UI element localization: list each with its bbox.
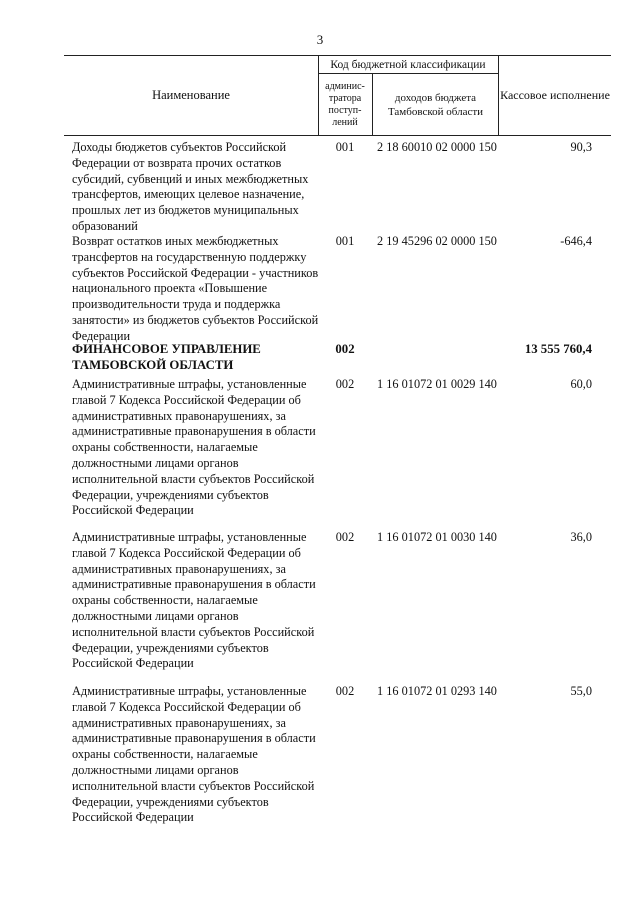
row-name: Возврат остатков иных межбюджетных трансфертов на государственную поддержку субъектов Российской Федерации - участников национального проекта «Повышение производительности труда и поддержка занятости» из бюджетов субъектов Российской Федерации [72, 234, 319, 343]
row-amount: 60,0 [570, 377, 592, 391]
header-code-group: Код бюджетной классификации [330, 58, 486, 71]
row-name: Доходы бюджетов субъектов Российской Федерации от возврата прочих остатков субсидий, субвенций и иных межбюджетных трансфертов, имеющих целевое назначение, прошлых лет из бюджетов муниципальных образований [72, 140, 309, 233]
page-number: 3 [316, 32, 324, 47]
row-code: 1 16 01072 01 0029 140 [377, 377, 497, 391]
row-amount: 55,0 [570, 684, 592, 698]
row-name: ФИНАНСОВОЕ УПРАВЛЕНИЕ ТАМБОВСКОЙ ОБЛАСТИ [72, 342, 261, 372]
row-amount: -646,4 [560, 234, 592, 248]
row-code: 2 19 45296 02 0000 150 [377, 234, 497, 248]
header-income: доходов бюджета Тамбовской области [387, 91, 484, 118]
row-amount: 36,0 [570, 530, 592, 544]
row-admin: 002 [335, 377, 355, 391]
row-amount: 90,3 [570, 140, 592, 154]
row-admin: 002 [335, 342, 355, 356]
table-header [64, 55, 611, 136]
row-admin: 002 [335, 684, 355, 698]
row-admin: 001 [335, 234, 355, 248]
row-code: 1 16 01072 01 0293 140 [377, 684, 497, 698]
row-admin: 001 [335, 140, 355, 154]
row-name: Административные штрафы, установленные главой 7 Кодекса Российской Федерации об административных правонарушениях, за административные правонарушения в области охраны собственности, налагаемые должностными лицами органов исполнительной власти субъектов Российской Федерации, учреждениями субъектов Российской Федерации [72, 530, 316, 671]
row-admin: 002 [335, 530, 355, 544]
header-admin: админис-тратора поступ-лений [325, 80, 365, 128]
row-name: Административные штрафы, установленные главой 7 Кодекса Российской Федерации об административных правонарушениях, за административные правонарушения в области охраны собственности, налагаемые должностными лицами органов исполнительной власти субъектов Российской Федерации, учреждениями субъектов Российской Федерации [72, 684, 316, 825]
header-name: Наименование [152, 88, 230, 102]
row-code: 2 18 60010 02 0000 150 [377, 140, 497, 154]
row-code: 1 16 01072 01 0030 140 [377, 530, 497, 544]
row-name: Административные штрафы, установленные главой 7 Кодекса Российской Федерации об административных правонарушениях, за административные правонарушения в области охраны собственности, налагаемые должностными лицами органов исполнительной власти субъектов Российской Федерации, учреждениями субъектов Российской Федерации [72, 377, 316, 518]
header-cash: Кассовое исполнение [500, 88, 610, 102]
row-amount: 13 555 760,4 [524, 342, 592, 356]
